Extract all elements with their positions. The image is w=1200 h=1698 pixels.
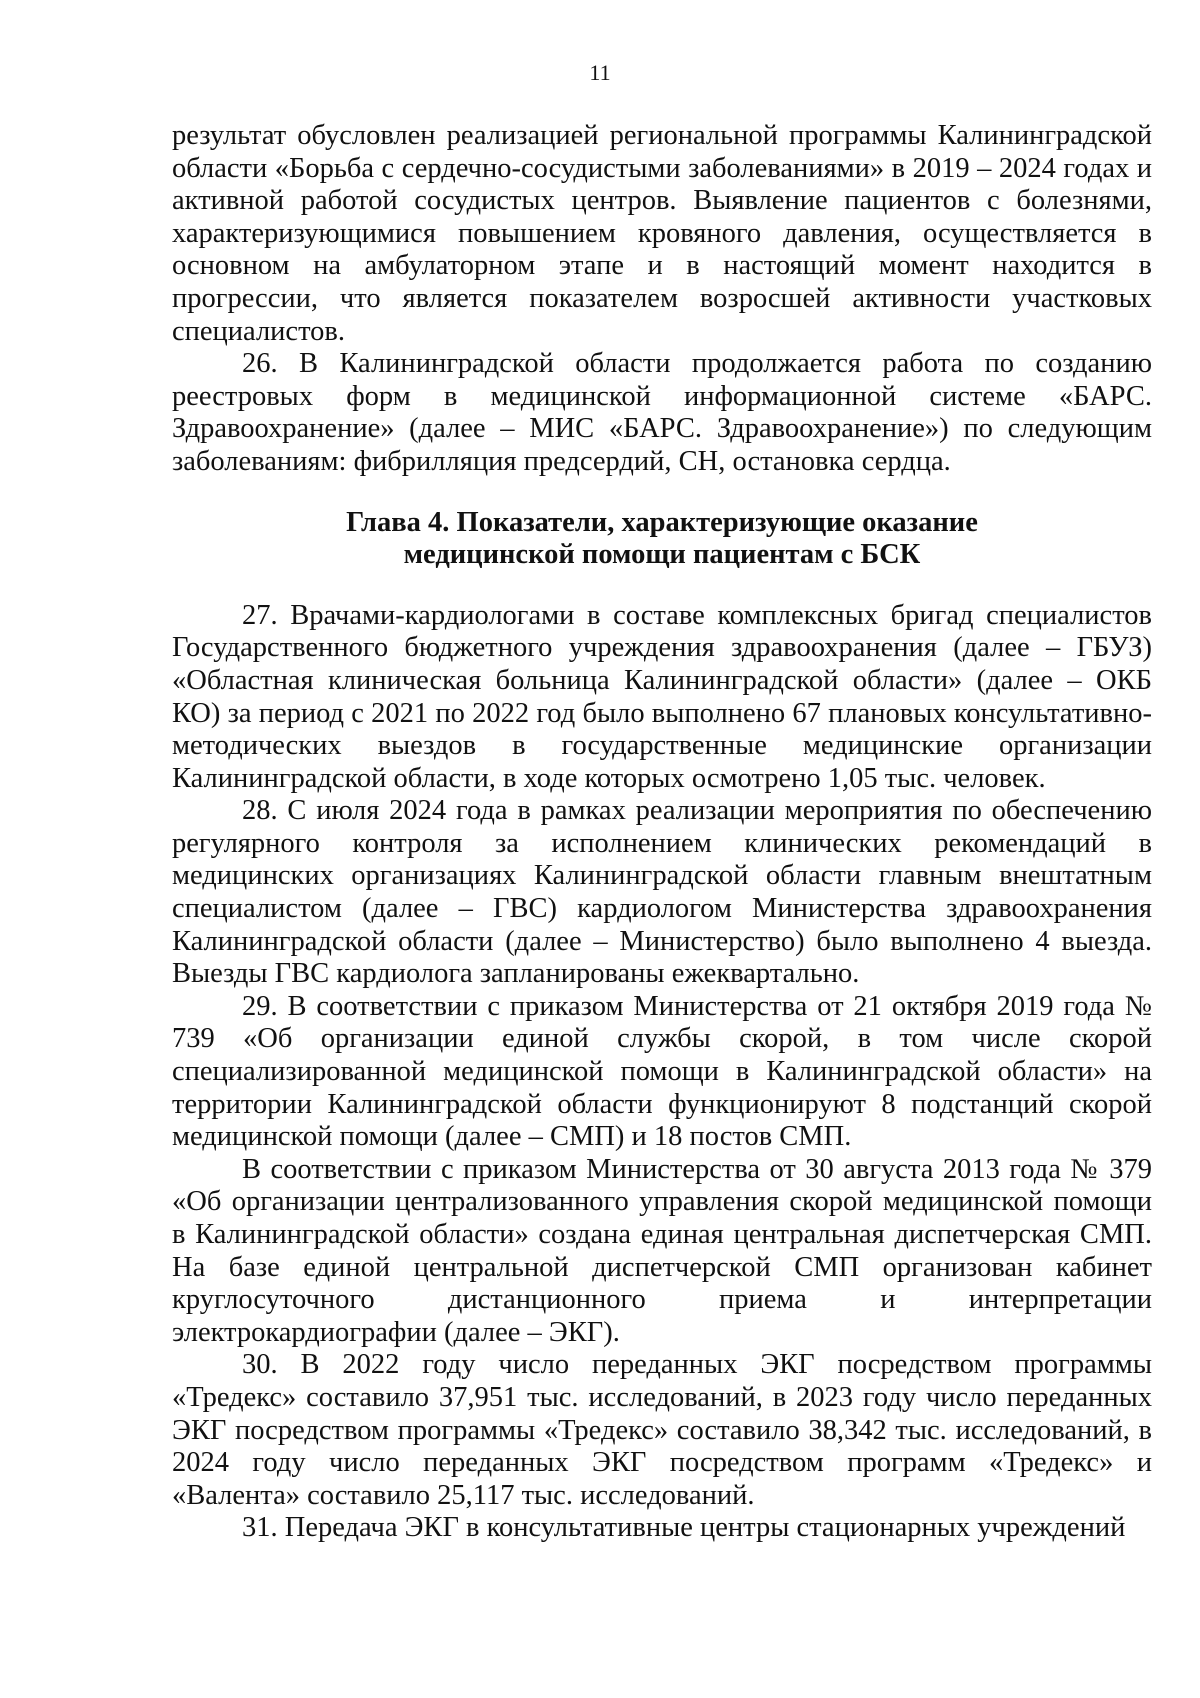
paragraph-29-continued: В соответствии с приказом Министерства от 30 августа 2013 года № 379 «Об организации централизованного управления скорой медицинской помощи в Калининградской области» создана единая центральная диспетчерская СМП. На базе единой центральной диспетчерской СМП организован кабинет круглосуточного дистанционного приема и интерпретации электрокардиографии (далее – ЭКГ). (172, 1153, 1152, 1348)
document-body (172, 120, 1152, 1545)
page-number: 11 (589, 60, 611, 85)
paragraph-27: 27. Врачами-кардиологами в составе комплексных бригад специалистов Государственного бюджетного учреждения здравоохранения (далее – ГБУЗ) «Областная клиническая больница Калининградской области» (далее – ОКБ КО) за период с 2021 по 2022 год было выполнено 67 плановых консультативно-методических выездов в государственные медицинские организации Калининградской области, в ходе которых осмотрено 1,05 тыс. человек. (172, 599, 1152, 794)
chapter-heading-line-1: Глава 4. Показатели, характеризующие оказание (346, 506, 978, 538)
chapter-heading-line-2: медицинской помощи пациентам с БСК (403, 539, 921, 571)
paragraph-31: 31. Передача ЭКГ в консультативные центры стационарных учреждений (242, 1512, 1126, 1544)
paragraph-29: 29. В соответствии с приказом Министерства от 21 октября 2019 года № 739 «Об организации единой службы скорой, в том числе скорой специализированной медицинской помощи в Калининградской области» на территории Калининградской области функционируют 8 подстанций скорой медицинской помощи (далее – СМП) и 18 постов СМП. (172, 990, 1152, 1153)
paragraph-continuation: результат обусловлен реализацией региональной программы Калининградской области «Борьба с сердечно-сосудистыми заболеваниями» в 2019 – 2024 годах и активной работой сосудистых центров. Выявление пациентов с болезнями, характеризующимися повышением кровяного давления, осуществляется в основном на амбулаторном этапе и в настоящий момент находится в прогрессии, что является показателем возросшей активности участковых специалистов. (172, 120, 1152, 347)
paragraph-26: 26. В Калининградской области продолжается работа по созданию реестровых форм в медицинской информационной системе «БАРС. Здравоохранение» (далее – МИС «БАРС. Здравоохранение») по следующим заболеваниям: фибрилляция предсердий, СН, остановка сердца. (172, 348, 1152, 477)
paragraph-28: 28. С июля 2024 года в рамках реализации мероприятия по обеспечению регулярного контроля за исполнением клинических рекомендаций в медицинских организациях Калининградской области главным внештатным специалистом (далее – ГВС) кардиологом Министерства здравоохранения Калининградской области (далее – Министерство) было выполнено 4 выезда. Выезды ГВС кардиолога запланированы ежеквартально. (172, 795, 1152, 990)
paragraph-30: 30. В 2022 году число переданных ЭКГ посредством программы «Тредекс» составило 37,951 тыс. исследований, в 2023 году число переданных ЭКГ посредством программы «Тредекс» составило 38,342 тыс. исследований, в 2024 году число переданных ЭКГ посредством программ «Тредекс» и «Валента» составило 25,117 тыс. исследований. (172, 1349, 1152, 1511)
chapter-heading (172, 507, 1152, 572)
